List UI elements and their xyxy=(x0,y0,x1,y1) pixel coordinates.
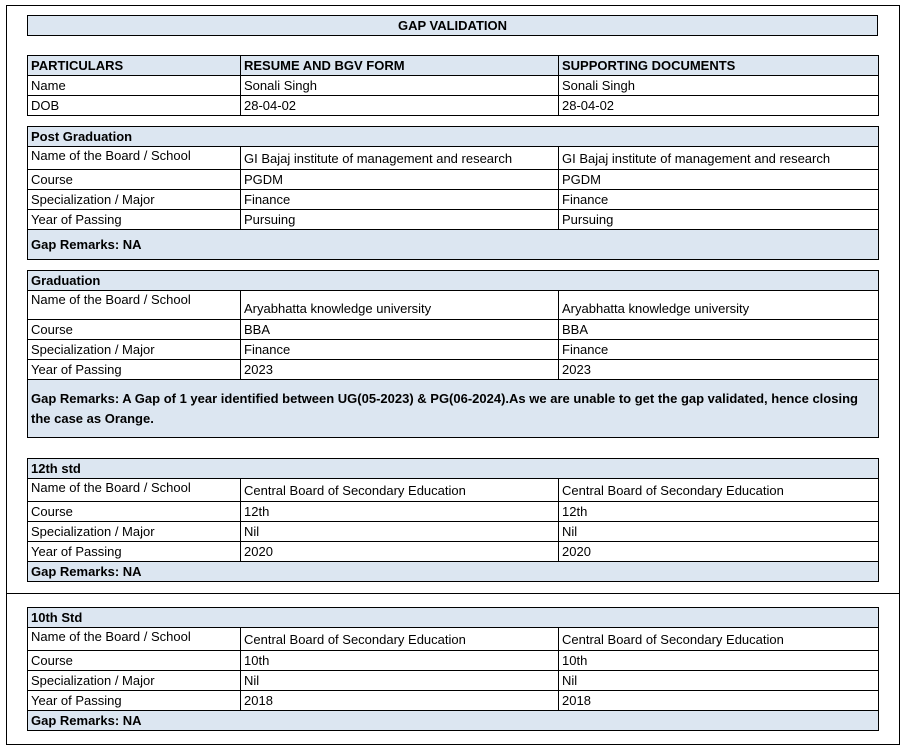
table-row xyxy=(28,542,879,562)
row-docs-value: BBA xyxy=(559,320,879,340)
row-label: Course xyxy=(28,170,241,190)
section-graduation xyxy=(27,270,879,438)
row-docs-value: 28-04-02 xyxy=(559,96,879,116)
header-particulars: PARTICULARS xyxy=(28,56,241,76)
row-label: Name of the Board / School xyxy=(28,291,241,320)
row-label: Name of the Board / School xyxy=(28,628,241,651)
row-docs-value: Finance xyxy=(559,190,879,210)
row-resume-value: Finance xyxy=(241,340,559,360)
table-row xyxy=(28,360,879,380)
table-row xyxy=(28,190,879,210)
row-resume-value: 10th xyxy=(241,651,559,671)
row-label: Year of Passing xyxy=(28,360,241,380)
row-resume-value: 2020 xyxy=(241,542,559,562)
row-docs-value: Central Board of Secondary Education xyxy=(559,479,879,502)
header-resume: RESUME AND BGV FORM xyxy=(241,56,559,76)
row-resume-value: 2023 xyxy=(241,360,559,380)
section-heading: 12th std xyxy=(28,459,879,479)
row-label: Year of Passing xyxy=(28,542,241,562)
table-row xyxy=(28,320,879,340)
row-resume-value: GI Bajaj institute of management and research xyxy=(241,147,559,170)
table-row xyxy=(28,96,879,116)
table-row xyxy=(28,76,879,96)
gap-remarks: Gap Remarks: A Gap of 1 year identified between UG(05-2023) & PG(06-2024).As we are unable to get the gap validated, hence closing the case as Orange. xyxy=(28,380,879,438)
section-heading: Post Graduation xyxy=(28,127,879,147)
row-label: Specialization / Major xyxy=(28,522,241,542)
row-docs-value: 2023 xyxy=(559,360,879,380)
row-label: Name of the Board / School xyxy=(28,147,241,170)
row-label: Year of Passing xyxy=(28,210,241,230)
row-resume-value: Central Board of Secondary Education xyxy=(241,628,559,651)
row-docs-value: Sonali Singh xyxy=(559,76,879,96)
gap-remarks: Gap Remarks: NA xyxy=(28,711,879,731)
row-label: Specialization / Major xyxy=(28,671,241,691)
row-docs-value: GI Bajaj institute of management and research xyxy=(559,147,879,170)
row-docs-value: 2018 xyxy=(559,691,879,711)
row-label: Course xyxy=(28,320,241,340)
table-row xyxy=(28,170,879,190)
row-docs-value: Central Board of Secondary Education xyxy=(559,628,879,651)
row-label: Name of the Board / School xyxy=(28,479,241,502)
row-resume-value: Central Board of Secondary Education xyxy=(241,479,559,502)
row-resume-value: 28-04-02 xyxy=(241,96,559,116)
row-resume-value: BBA xyxy=(241,320,559,340)
section-10th-std xyxy=(27,607,879,731)
row-docs-value: Nil xyxy=(559,522,879,542)
table-row xyxy=(28,522,879,542)
row-docs-value: Aryabhatta knowledge university xyxy=(559,291,879,320)
table-row xyxy=(28,210,879,230)
row-docs-value: Pursuing xyxy=(559,210,879,230)
row-docs-value: 2020 xyxy=(559,542,879,562)
row-resume-value: Aryabhatta knowledge university xyxy=(241,291,559,320)
table-row xyxy=(28,479,879,502)
row-label: Course xyxy=(28,502,241,522)
row-resume-value: Sonali Singh xyxy=(241,76,559,96)
row-resume-value: 2018 xyxy=(241,691,559,711)
row-resume-value: Nil xyxy=(241,671,559,691)
row-label: Specialization / Major xyxy=(28,340,241,360)
table-row xyxy=(28,691,879,711)
section-heading: Graduation xyxy=(28,271,879,291)
table-row xyxy=(28,291,879,320)
page-title: GAP VALIDATION xyxy=(27,15,878,36)
section-post-graduation xyxy=(27,126,879,260)
header-row xyxy=(28,56,879,76)
table-row xyxy=(28,628,879,651)
row-resume-value: Finance xyxy=(241,190,559,210)
row-label: Specialization / Major xyxy=(28,190,241,210)
row-docs-value: Finance xyxy=(559,340,879,360)
row-resume-value: 12th xyxy=(241,502,559,522)
row-docs-value: 10th xyxy=(559,651,879,671)
section-12th-std xyxy=(27,458,879,582)
row-resume-value: Pursuing xyxy=(241,210,559,230)
row-resume-value: PGDM xyxy=(241,170,559,190)
row-resume-value: Nil xyxy=(241,522,559,542)
row-docs-value: 12th xyxy=(559,502,879,522)
row-label: Course xyxy=(28,651,241,671)
table-row xyxy=(28,147,879,170)
personal-table xyxy=(27,55,879,116)
table-row xyxy=(28,651,879,671)
section-heading: 10th Std xyxy=(28,608,879,628)
table-row xyxy=(28,502,879,522)
row-docs-value: Nil xyxy=(559,671,879,691)
gap-remarks: Gap Remarks: NA xyxy=(28,562,879,582)
table-row xyxy=(28,671,879,691)
row-label: DOB xyxy=(28,96,241,116)
row-docs-value: PGDM xyxy=(559,170,879,190)
row-label: Year of Passing xyxy=(28,691,241,711)
table-row xyxy=(28,340,879,360)
gap-remarks: Gap Remarks: NA xyxy=(28,230,879,260)
row-label: Name xyxy=(28,76,241,96)
header-supporting: SUPPORTING DOCUMENTS xyxy=(559,56,879,76)
